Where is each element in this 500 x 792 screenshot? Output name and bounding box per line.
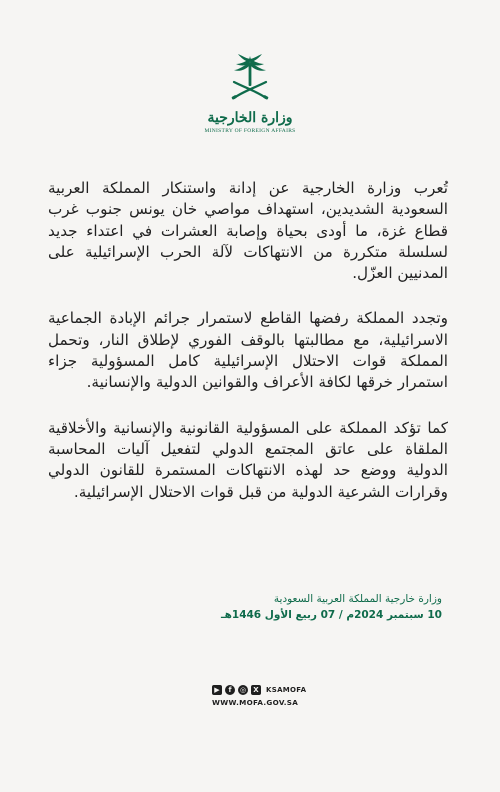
paragraph-rejection: وتجدد المملكة رفضها القاطع لاستمرار جرائم الإبادة الجماعية الاسرائيلية، مع مطالبتها بالوقف الفوري لإطلاق النار، وتحمل المملكة قوات الاحتلال الإسرائيلية كامل المسؤولية جزاء استمرار خرقها لكافة الأعراف والقوانين الدولية والإنسانية.: [48, 309, 448, 392]
paragraph-condemnation: تُعرب وزارة الخارجية عن إدانة واستنكار المملكة العربية السعودية الشديدين، استهداف مواصي خان يونس جنوب غرب قطاع غزة، ما أودى بحياة وإصابة العشرات في اعتداء جديد لسلسلة متكررة من الانتهاكات لآلة الحرب الإسرائيلية على المدنيين العزّل.: [48, 179, 448, 283]
ministry-name-english: MINISTRY OF FOREIGN AFFAIRS: [204, 128, 296, 134]
facebook-icon[interactable]: f: [225, 685, 235, 695]
signature-block: [221, 591, 442, 623]
instagram-icon[interactable]: ◎: [239, 686, 247, 694]
x-icon[interactable]: X: [251, 685, 261, 695]
statement-body: [48, 178, 448, 527]
social-handle[interactable]: KSAMOFA: [266, 686, 307, 694]
social-block: [212, 683, 352, 707]
paragraph-responsibility: كما تؤكد المملكة على المسؤولية القانونية والإنسانية والأخلاقية الملقاة على عاتق المجتمع الدولي لتفعيل آليات المحاسبة الدولية ووضع حد لهذه الانتهاكات المستمرة للقانون الدولي وقرارات الشرعية الدولية من قبل قوات الاحتلال الإسرائيلية.: [48, 418, 448, 501]
ministry-logo: [0, 54, 500, 134]
saudi-emblem-palm-swords-icon: [228, 54, 272, 106]
social-row: [212, 683, 352, 697]
youtube-icon[interactable]: ▶: [212, 685, 222, 695]
ministry-name-arabic: وزارة الخارجية: [207, 110, 293, 126]
signature-date: 10 سبتمبر 2024م / 07 ربيع الأول 1446هـ: [221, 609, 442, 621]
website-link[interactable]: WWW.MOFA.GOV.SA: [212, 698, 299, 707]
signature-name: وزارة خارجية المملكة العربية السعودية: [273, 593, 442, 605]
